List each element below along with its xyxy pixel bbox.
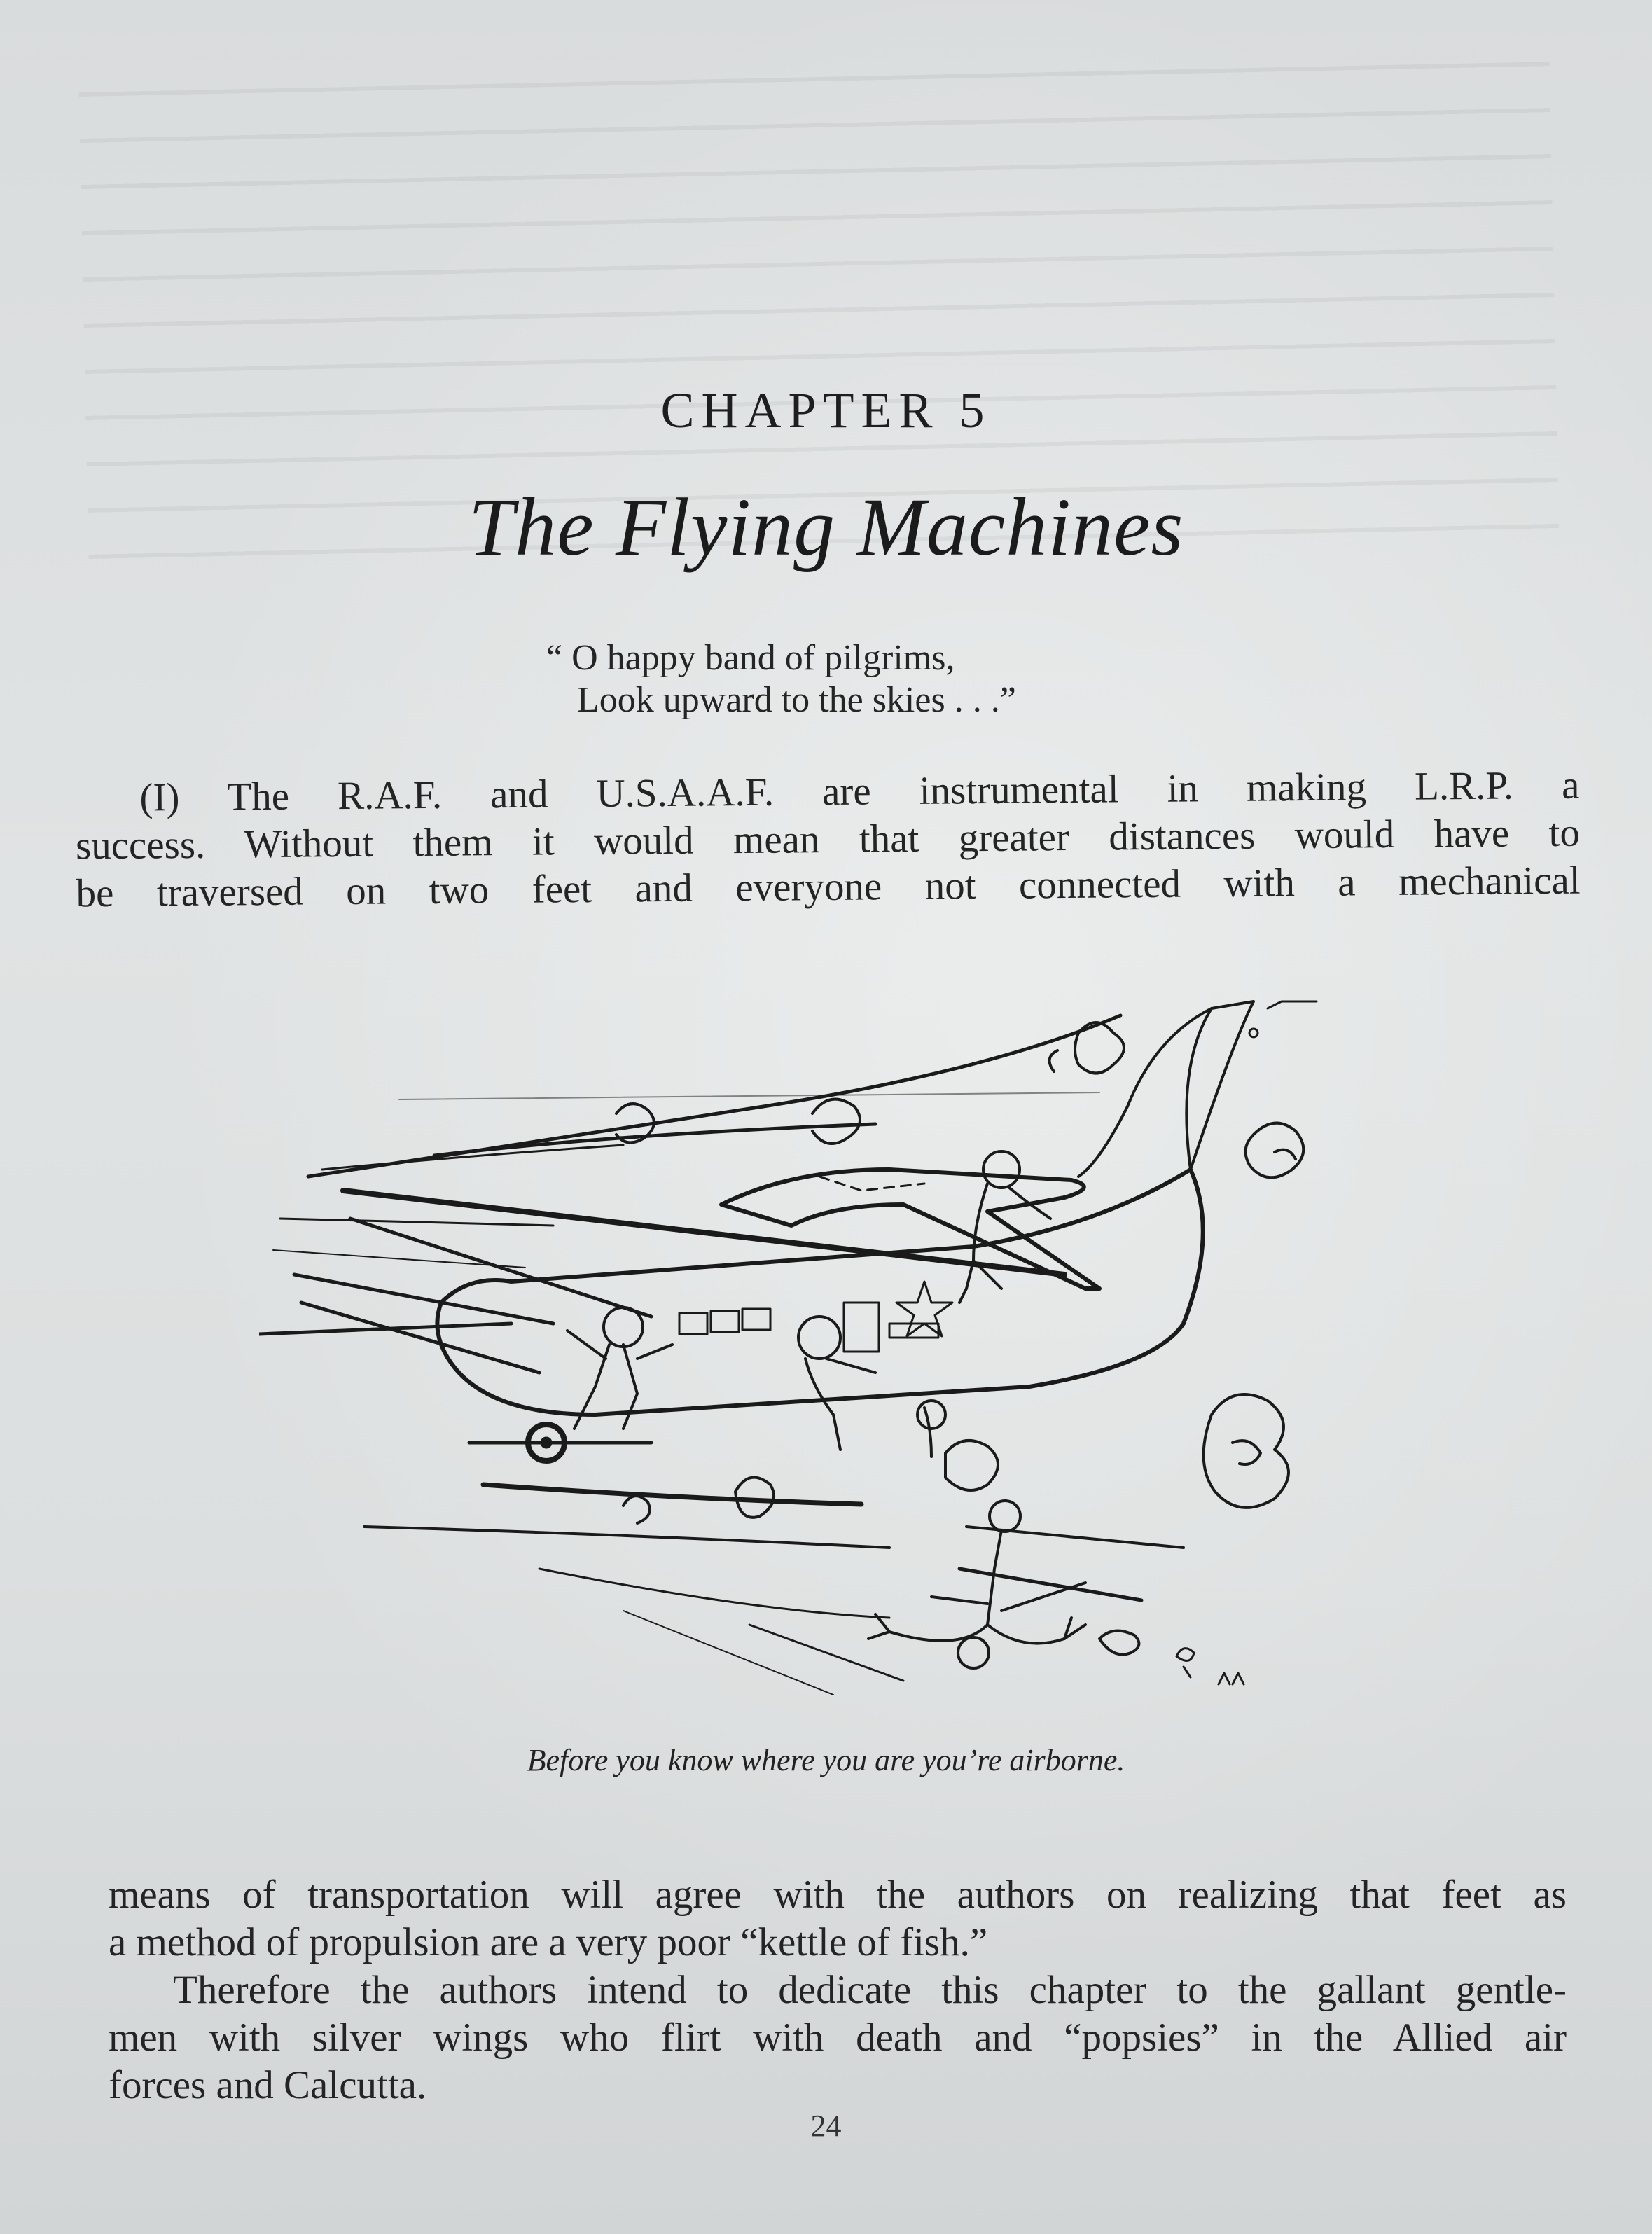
- chapter-title: The Flying Machines: [468, 481, 1184, 573]
- page-number: 24: [810, 2109, 842, 2143]
- text-line: be traversed on two feet and everyone not connected with a mechanical: [76, 858, 1581, 916]
- star-insignia: [896, 1282, 952, 1336]
- epigraph-line: Look upward to the skies . . .”: [577, 680, 1016, 720]
- falling-man: [868, 1501, 1139, 1668]
- body-paragraph: [75, 762, 1581, 918]
- text-line: Therefore the authors intend to dedicate this chapter to the gallant gentle-: [173, 1968, 1567, 2012]
- text-line: men with silver wings who flirt with death and “popsies” in the Allied air: [109, 2016, 1567, 2060]
- epigraph: [546, 637, 1016, 721]
- plane-windows: [679, 1303, 938, 1352]
- text-line: a method of propulsion are a very poor “kettle of fish.”: [109, 1920, 988, 1964]
- illustration-caption: Before you know where you are you’re airborne.: [527, 1743, 1125, 1777]
- plane-fuselage: [437, 1170, 1202, 1415]
- body-paragraph: [109, 1871, 1567, 2109]
- text-line: means of transportation will agree with the authors on realizing that feet as: [109, 1873, 1567, 1917]
- airplane-cartoon-illustration: [259, 994, 1380, 1709]
- chapter-label: CHAPTER 5: [660, 382, 992, 438]
- text-line: (I) The R.A.F. and U.S.A.A.F. are instrumental in making L.R.P. a: [139, 763, 1580, 820]
- speed-lines: [259, 1015, 1184, 1695]
- epigraph-line: “ O happy band of pilgrims,: [546, 638, 955, 678]
- text-line: forces and Calcutta.: [109, 2063, 427, 2107]
- artist-signature-mark: [1176, 1649, 1244, 1684]
- text-line: success. Without them it would mean that greater distances would have to: [75, 810, 1581, 868]
